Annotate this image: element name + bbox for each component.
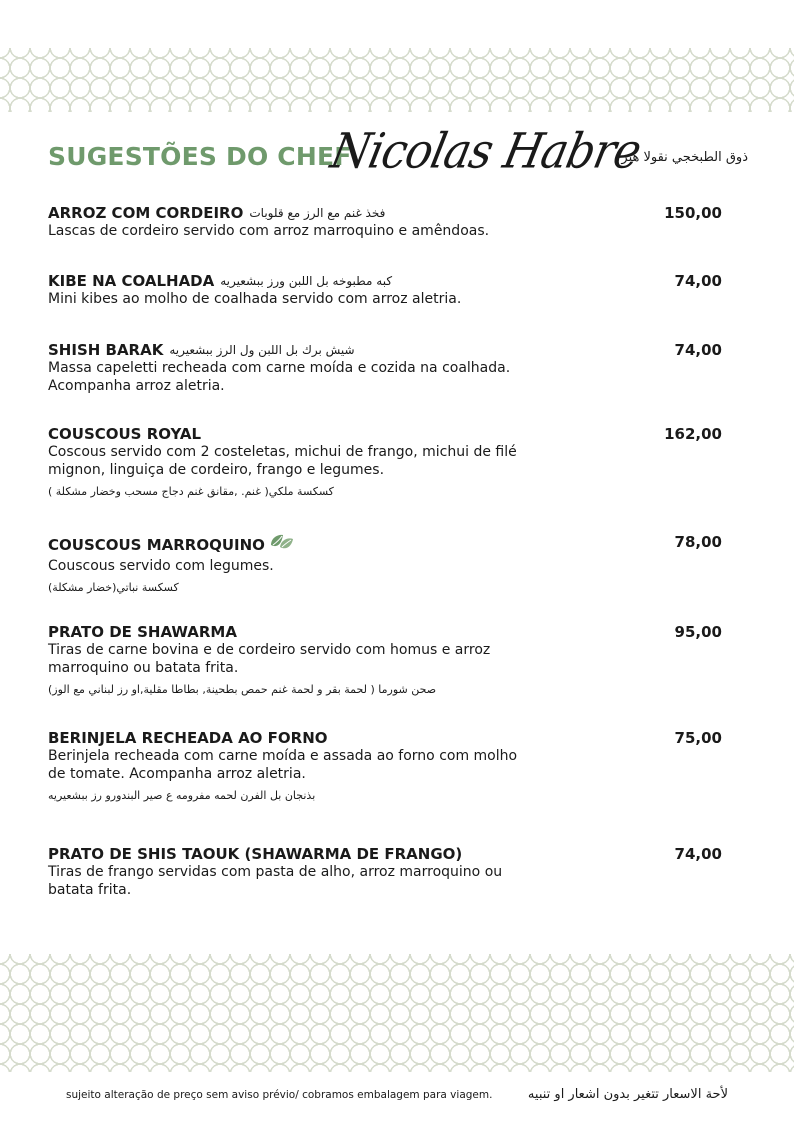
menu-item-kibe-na-coalhada: [48, 272, 724, 308]
menu-item-prato-de-shawarma: [48, 623, 724, 696]
top-pattern-band: [0, 48, 794, 112]
item-description: Tiras de frango servidas com pasta de alho, arroz marroquino ou batata frita.: [48, 864, 503, 898]
item-description: Couscous servido com legumes.: [48, 558, 274, 574]
menu-item-arroz-com-cordeiro: [48, 204, 724, 240]
item-name: COUSCOUS ROYAL: [48, 425, 202, 443]
chef-signature: Nicolas Habre: [326, 123, 646, 180]
item-description: Berinjela recheada com carne moída e assada ao forno com molho de tomate. Acompanha arroz aletria.: [48, 748, 518, 782]
menu-item-shis-taouk: [48, 845, 724, 899]
menu-header: [48, 123, 748, 208]
item-price: 74,00: [674, 272, 722, 290]
item-arabic-note: كسكسة ملكي( غنم. ,مقانق غنم دجاج مسحب وخضار مشكلة ): [48, 485, 334, 498]
item-description: Tiras de carne bovina e de cordeiro servido com homus e arroz marroquino ou batata frita.: [48, 642, 491, 676]
footer-disclaimer: sujeito alteração de preço sem aviso prévio/ cobramos embalagem para viagem.: [66, 1089, 493, 1101]
item-description: Mini kibes ao molho de coalhada servido com arroz aletria.: [48, 291, 462, 307]
item-name: SHISH BARAK: [48, 341, 164, 359]
item-arabic-name: فخذ غنم مع الرز مع قلوبات: [249, 206, 386, 220]
item-name: PRATO DE SHIS TAOUK (SHAWARMA DE FRANGO): [48, 845, 463, 863]
item-price: 74,00: [674, 845, 722, 863]
item-name: PRATO DE SHAWARMA: [48, 623, 237, 641]
item-name: KIBE NA COALHADA: [48, 272, 215, 290]
menu-item-berinjela-recheada: [48, 729, 724, 802]
chef-arabic-label: ذوق الطبخجي نقولا هبر: [621, 150, 748, 165]
item-price: 95,00: [674, 623, 722, 641]
item-arabic-note: كسكسة نباتي(خضار مشكلة): [48, 581, 179, 594]
item-arabic-name: كبه مطبوخه بل اللبن ورز ببشعيريه: [220, 274, 393, 288]
item-arabic-note: بذنجان بل الفرن لحمه مفرومه ع صير البندورو رز ببشعيريه: [48, 789, 316, 802]
menu-item-couscous-royal: [48, 425, 724, 498]
item-description: Coscous servido com 2 costeletas, michui de frango, michui de filé mignon, linguiça de cordeiro, frango e legumes.: [48, 444, 517, 478]
item-description: Massa capeletti recheada com carne moída e cozida na coalhada. Acompanha arroz aletria.: [48, 360, 511, 394]
item-price: 74,00: [674, 341, 722, 359]
item-arabic-note: صحن شورما ( لحمة بقر و لحمة غنم حمص بطحينة, بطاطا مقلية,او رز لبناني مع الوز): [48, 683, 437, 696]
vegan-leaf-icon: [269, 533, 295, 557]
item-price: 75,00: [674, 729, 722, 747]
bottom-pattern-band: [0, 954, 794, 1072]
item-name: COUSCOUS MARROQUINO: [48, 536, 265, 554]
item-description: Lascas de cordeiro servido com arroz marroquino e amêndoas.: [48, 223, 490, 239]
footer-arabic-disclaimer: لأحة الاسعار تتغير بدون اشعار او تنبيه: [527, 1087, 728, 1102]
menu-item-shish-barak: [48, 341, 724, 395]
item-name: BERINJELA RECHEADA AO FORNO: [48, 729, 328, 747]
item-arabic-name: شيش برك بل اللبن ول الرز ببشعيريه: [169, 343, 355, 357]
page-title: SUGESTÕES DO CHEF: [48, 142, 352, 171]
item-name: ARROZ COM CORDEIRO: [48, 204, 244, 222]
item-price: 150,00: [664, 204, 722, 222]
menu-item-couscous-marroquino: [48, 533, 724, 594]
item-price: 162,00: [664, 425, 722, 443]
item-price: 78,00: [674, 533, 722, 551]
